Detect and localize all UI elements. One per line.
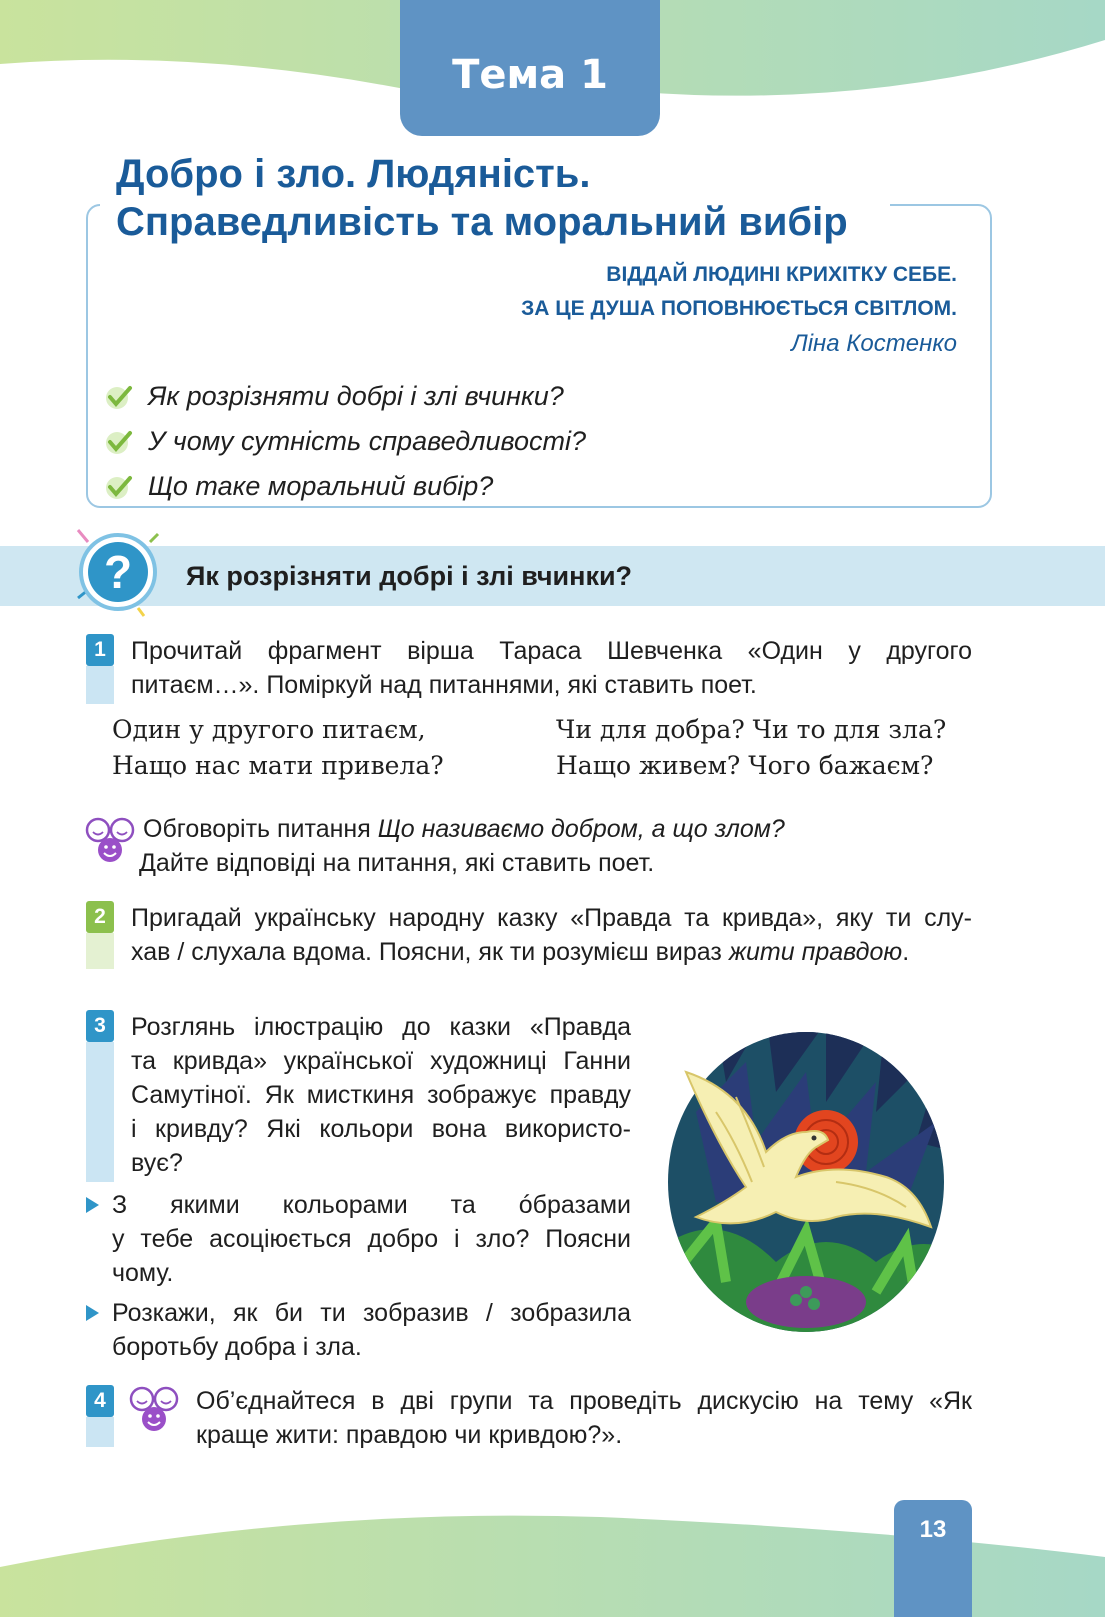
- task1-text: Прочитай фрагмент вірша Тараса Шевченка «Один у другого питаєм…». Поміркуй над питаннями, які ставить поет.: [131, 637, 972, 699]
- epigraph-author: Ліна Костенко: [791, 330, 957, 357]
- bullet-arrow-icon: [86, 1305, 99, 1321]
- topic-tab: Тема 1: [400, 0, 660, 136]
- key-questions-list: [104, 374, 586, 509]
- checkmark-icon: [104, 382, 134, 412]
- bullet-arrow-icon: [86, 1197, 99, 1213]
- key-question: У чому сутність справедливості?: [104, 419, 586, 464]
- section-title: Як розрізняти добрі і злі вчинки?: [186, 561, 633, 591]
- task2-text: Пригадай українську народну казку «Правда та кривда», яку ти слу- хав / слухала вдома. Поясни, як ти розумієш вираз жити правдою.: [131, 904, 972, 966]
- key-question: Що таке моральний вибір?: [104, 464, 586, 509]
- poem-left-column: Один у другого питаєм, Нащо нас мати привела?: [112, 715, 444, 780]
- task-number-badge: 4: [86, 1385, 114, 1447]
- group-work-icon: [128, 1385, 182, 1435]
- epigraph: ВІДДАЙ ЛЮДИНІ КРИХІТКУ СЕБЕ. ЗА ЦЕ ДУША ПОПОВНЮЄТЬСЯ СВІТЛОМ.: [521, 263, 957, 320]
- task-number-badge: 2: [86, 901, 114, 969]
- task3-subtask: З якими кольорами та óбразами у тебе асоціюється добро і зло? Поясни чому.: [112, 1191, 631, 1287]
- poem-right-column: Чи для добра? Чи то для зла? Нащо живем? Чого бажаєм?: [556, 715, 947, 780]
- svg-text:?: ?: [103, 546, 133, 598]
- task-number-badge: 1: [86, 634, 114, 704]
- page-title: Добро і зло. Людяність. Справедливість та моральний вибір: [116, 152, 848, 244]
- task-number-badge: 3: [86, 1010, 114, 1182]
- task4-text: Об’єднайтеся в дві групи та проведіть дискусію на тему «Як краще жити: правдою чи кривдою?».: [196, 1387, 972, 1449]
- question-mark-icon: [74, 528, 166, 620]
- key-question: Як розрізняти добрі і злі вчинки?: [104, 374, 586, 419]
- checkmark-icon: [104, 472, 134, 502]
- discussion-prompt: Обговоріть питання Що називаємо добром, а що злом? Дайте відповіді на питання, які ставить поет.: [139, 815, 785, 877]
- checkmark-icon: [104, 427, 134, 457]
- page-number: 13: [894, 1500, 972, 1617]
- task3-text: Розглянь ілюстрацію до казки «Правда та кривда» української художниці Ганни Самутіної. Як мисткиня зображує правду і кривду? Які кольори вона використо- вує?: [131, 1013, 631, 1177]
- pravda-kryvda-illustration: [656, 1002, 956, 1336]
- group-work-icon: [84, 816, 138, 866]
- task3-subtask: Розкажи, як би ти зобразив / зобразила боротьбу добра і зла.: [112, 1299, 631, 1361]
